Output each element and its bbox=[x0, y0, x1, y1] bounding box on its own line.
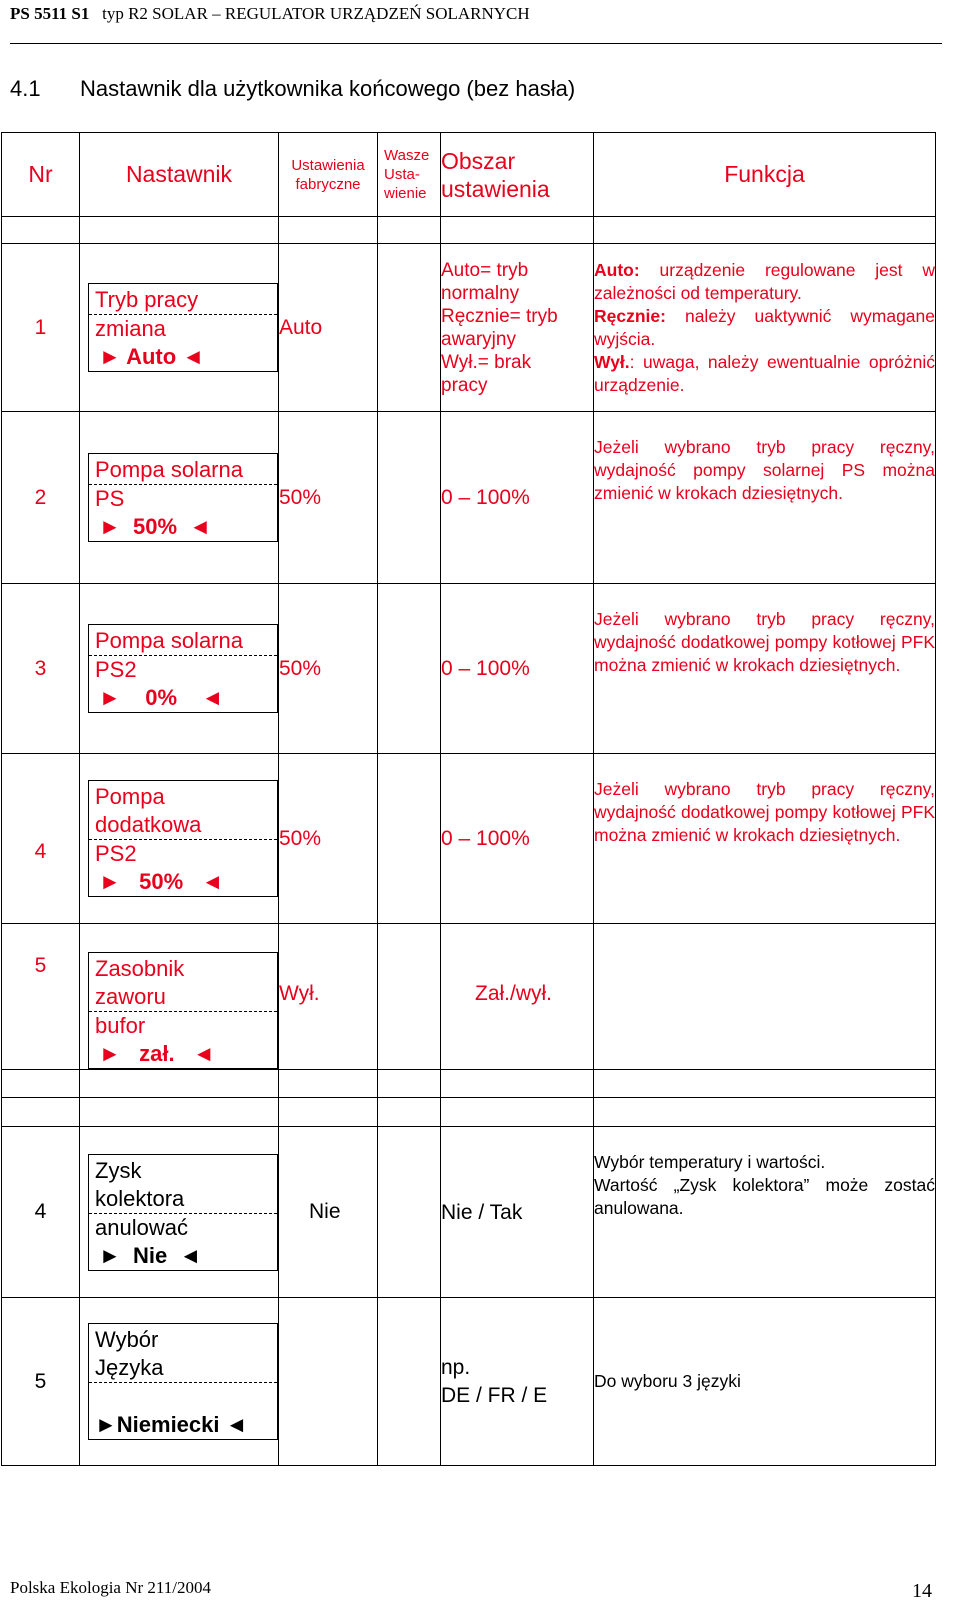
header-rule bbox=[10, 43, 942, 44]
your-value bbox=[378, 1127, 441, 1298]
display-line: Pompa solarna bbox=[95, 628, 243, 653]
setting-range: Zał./wył. bbox=[441, 924, 594, 1070]
range-line: pracy bbox=[441, 374, 488, 396]
col-header-yours bbox=[378, 133, 441, 217]
col-header-factory bbox=[279, 133, 378, 217]
display-line: Pompa solarna bbox=[95, 457, 243, 482]
row-number: 5 bbox=[2, 1298, 80, 1466]
range-line: awaryjny bbox=[441, 328, 516, 350]
your-value bbox=[378, 244, 441, 412]
your-value bbox=[378, 412, 441, 584]
yours-line2: Usta- bbox=[384, 166, 420, 183]
lcd-display bbox=[88, 283, 278, 372]
lcd-display bbox=[88, 780, 278, 897]
factory-value: 50% bbox=[279, 584, 378, 754]
function-description bbox=[594, 244, 936, 412]
factory-line1: Ustawienia bbox=[291, 156, 365, 174]
display-line: PS bbox=[95, 486, 125, 511]
range-line: normalny bbox=[441, 282, 520, 304]
table-row bbox=[2, 754, 936, 924]
lcd-display bbox=[88, 1154, 278, 1271]
col-header-nastawnik: Nastawnik bbox=[80, 133, 279, 217]
section-title: Nastawnik dla użytkownika końcowego (bez hasła) bbox=[80, 76, 576, 101]
doc-id: PS 5511 S1 bbox=[10, 4, 90, 23]
function-description: Jeżeli wybrano tryb pracy ręczny, wydajność dodatkowej pompy kotłowej PFK można zmienić w krokach dziesiętnych. bbox=[594, 584, 936, 754]
display-line: PS2 bbox=[95, 841, 137, 866]
display-line: Wybór bbox=[95, 1327, 159, 1352]
table-header-row bbox=[2, 133, 936, 217]
your-value bbox=[378, 584, 441, 754]
display-line: Zysk bbox=[95, 1157, 142, 1183]
mode-name: Ręcznie: bbox=[594, 305, 666, 326]
factory-value: Auto bbox=[279, 244, 378, 412]
nastawnik-cell bbox=[80, 1298, 279, 1466]
display-line: bufor bbox=[95, 1013, 146, 1038]
range-line: DE / FR / E bbox=[441, 1383, 548, 1407]
your-value bbox=[378, 1298, 441, 1466]
nastawnik-cell bbox=[80, 1127, 279, 1298]
display-line: Zasobnik bbox=[95, 956, 185, 981]
table-row bbox=[2, 1127, 936, 1298]
display-blank-line bbox=[95, 1383, 277, 1411]
col-header-area bbox=[441, 133, 594, 217]
display-selection: ►Niemiecki ◄ bbox=[95, 1412, 248, 1437]
settings-table bbox=[1, 132, 936, 1466]
col-header-function: Funkcja bbox=[594, 133, 936, 217]
table-row bbox=[2, 584, 936, 754]
nastawnik-cell bbox=[80, 244, 279, 412]
range-line: Ręcznie= tryb bbox=[441, 305, 558, 327]
your-value bbox=[378, 754, 441, 924]
section-number: 4.1 bbox=[10, 76, 41, 101]
nastawnik-cell bbox=[80, 412, 279, 584]
display-line: zaworu bbox=[95, 984, 166, 1009]
factory-value: 50% bbox=[279, 412, 378, 584]
row-number: 4 bbox=[2, 1127, 80, 1298]
display-line: dodatkowa bbox=[95, 812, 202, 837]
empty-row bbox=[2, 1098, 936, 1127]
yours-line3: wienie bbox=[384, 185, 427, 202]
mode-name: Auto: bbox=[594, 259, 640, 280]
display-selection: ► 50% ◄ bbox=[99, 869, 224, 894]
doc-subtitle: typ R2 SOLAR – REGULATOR URZĄDZEŃ SOLARNYCH bbox=[102, 4, 530, 23]
display-selection: ► zał. ◄ bbox=[99, 1041, 215, 1066]
setting-range bbox=[441, 1298, 594, 1466]
table-row bbox=[2, 924, 936, 1070]
setting-range: 0 – 100% bbox=[441, 584, 594, 754]
factory-value: 50% bbox=[279, 754, 378, 924]
table-row bbox=[2, 412, 936, 584]
function-line: Wartość „Zysk kolektora” może zostać anulowana. bbox=[594, 1175, 935, 1218]
function-description: Jeżeli wybrano tryb pracy ręczny, wydajność pompy solarnej PS można zmienić w krokach dziesiętnych. bbox=[594, 412, 936, 584]
table-row bbox=[2, 1298, 936, 1466]
lcd-display bbox=[88, 624, 278, 713]
row-number: 3 bbox=[2, 584, 80, 754]
function-line: Wybór temperatury i wartości. bbox=[594, 1152, 826, 1172]
row-number: 2 bbox=[2, 412, 80, 584]
factory-value: Wył. bbox=[279, 924, 378, 1070]
lcd-display bbox=[88, 952, 278, 1069]
range-line: np. bbox=[441, 1355, 471, 1379]
row-number: 5 bbox=[2, 924, 80, 1070]
factory-value: Nie bbox=[279, 1127, 378, 1298]
display-line: Pompa bbox=[95, 784, 165, 809]
function-description bbox=[594, 1127, 936, 1298]
display-selection: ► 0% ◄ bbox=[99, 685, 224, 710]
mode-text: : uwaga, należy ewentualnie opróżnić urządzenie. bbox=[594, 351, 935, 395]
nastawnik-cell bbox=[80, 924, 279, 1070]
mode-text: należy uaktywnić wymagane wyjścia. bbox=[594, 305, 935, 349]
publication-footer: Polska Ekologia Nr 211/2004 bbox=[10, 1578, 211, 1597]
display-selection: ► 50% ◄ bbox=[99, 514, 212, 539]
display-line: kolektora bbox=[95, 1185, 185, 1211]
setting-range bbox=[441, 244, 594, 412]
table-row bbox=[2, 244, 936, 412]
nastawnik-cell bbox=[80, 584, 279, 754]
area-line2: ustawienia bbox=[441, 175, 550, 202]
page-number: 14 bbox=[912, 1580, 932, 1602]
your-value bbox=[378, 924, 441, 1070]
display-line: anulować bbox=[95, 1214, 188, 1240]
function-description: Jeżeli wybrano tryb pracy ręczny, wydajność dodatkowej pompy kotłowej PFK można zmienić w krokach dziesiętnych. bbox=[594, 754, 936, 924]
lcd-display bbox=[88, 453, 278, 542]
mode-name: Wył. bbox=[594, 351, 630, 372]
setting-range: 0 – 100% bbox=[441, 412, 594, 584]
range-line: Auto= tryb bbox=[441, 259, 529, 281]
empty-row bbox=[2, 1070, 936, 1098]
nastawnik-cell bbox=[80, 754, 279, 924]
setting-range: Nie / Tak bbox=[441, 1127, 594, 1298]
display-selection: ► Auto ◄ bbox=[99, 344, 205, 369]
factory-value bbox=[279, 1298, 378, 1466]
function-description: Do wyboru 3 języki bbox=[594, 1298, 936, 1466]
factory-line2: fabryczne bbox=[295, 175, 361, 193]
section-heading bbox=[10, 76, 575, 102]
display-line: zmiana bbox=[95, 316, 166, 341]
row-number: 4 bbox=[2, 754, 80, 924]
setting-range: 0 – 100% bbox=[441, 754, 594, 924]
display-line: Języka bbox=[95, 1355, 164, 1380]
row-number: 1 bbox=[2, 244, 80, 412]
spacer-row bbox=[2, 217, 936, 244]
display-line: Tryb pracy bbox=[95, 287, 199, 312]
yours-line1: Wasze bbox=[384, 147, 430, 164]
display-line: PS2 bbox=[95, 657, 137, 682]
function-description bbox=[594, 924, 936, 1070]
display-selection: ► Nie ◄ bbox=[99, 1242, 202, 1268]
range-line: Wył.= brak bbox=[441, 351, 532, 373]
area-line1: Obszar bbox=[441, 147, 516, 174]
running-header bbox=[10, 4, 530, 24]
mode-text: urządzenie regulowane jest w zależności od temperatury. bbox=[594, 259, 935, 303]
col-header-nr: Nr bbox=[2, 133, 80, 217]
lcd-display bbox=[88, 1323, 278, 1440]
